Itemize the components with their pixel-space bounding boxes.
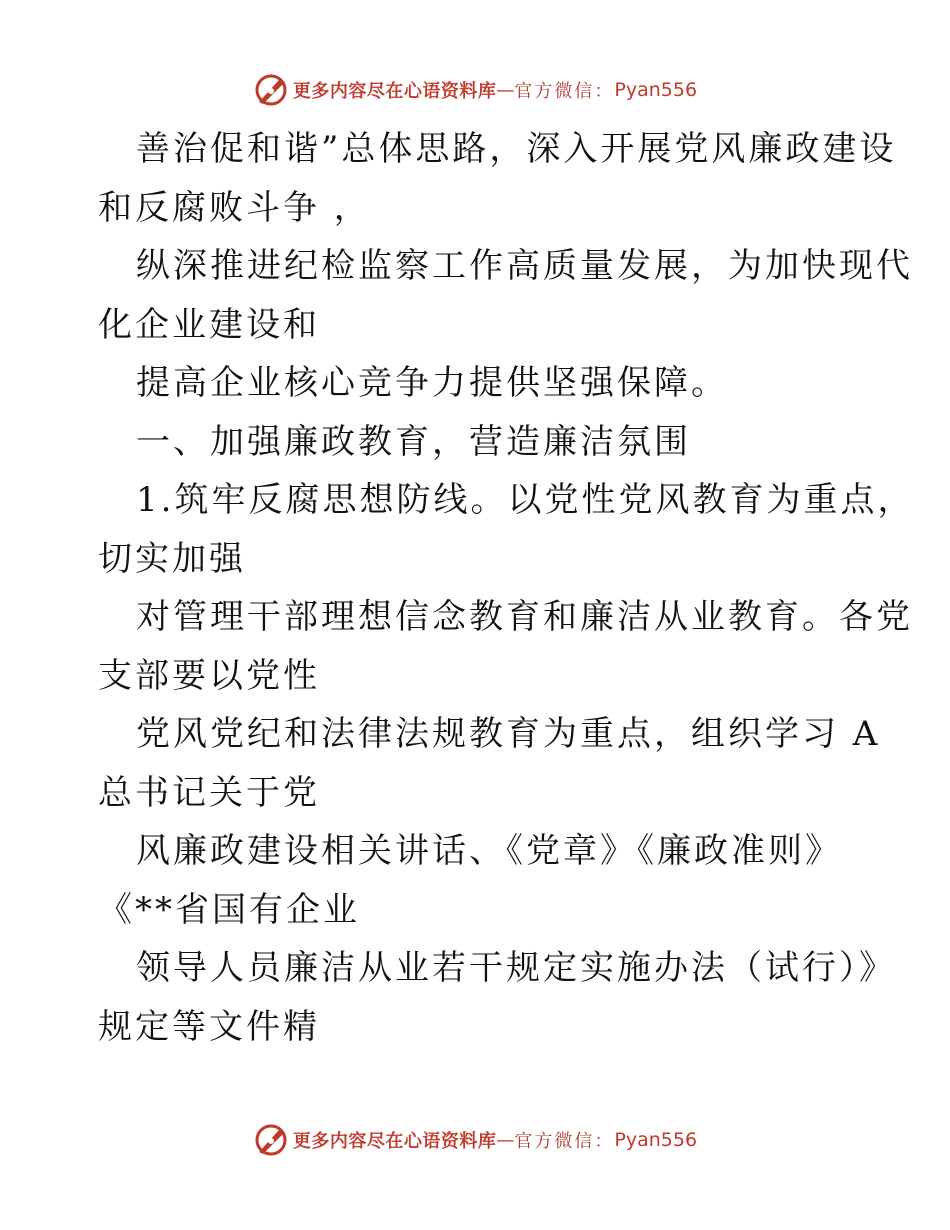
body-line: 《**省国有企业 xyxy=(98,889,360,930)
footer-banner xyxy=(0,1120,950,1160)
body-line: 和反腐败斗争 ， xyxy=(98,187,371,228)
body-line: 领导人员廉洁从业若干规定实施办法（试行）》 xyxy=(136,948,896,988)
body-line: 1.筑牢反腐思想防线。以党性党风教育为重点， xyxy=(136,480,915,520)
body-line: 支部要以党性 xyxy=(98,655,320,696)
footer-wechat-label: 官方微信： xyxy=(514,1131,615,1152)
section-heading: 一、加强廉政教育，营造廉洁氛围 xyxy=(136,421,691,462)
body-line: 规定等文件精 xyxy=(98,1006,320,1047)
header-banner xyxy=(0,70,950,110)
body-line: 纵深推进纪检监察工作高质量发展，为加快现代 xyxy=(136,246,913,286)
body-line: 提高企业核心竞争力提供坚强保障。 xyxy=(136,363,728,403)
document-body xyxy=(98,120,915,1056)
footer-banner-separator: — xyxy=(496,1129,515,1151)
body-line: 化企业建设和 xyxy=(98,304,320,345)
body-line: 总书记关于党 xyxy=(98,772,320,813)
body-line: 对管理干部理想信念教育和廉洁从业教育。各党 xyxy=(136,597,913,637)
pen-circle-logo-icon xyxy=(253,1122,289,1158)
body-line: 党风党纪和法律法规教育为重点，组织学习 A xyxy=(136,714,881,754)
body-line: 善治促和谐”总体思路，深入开展党风廉政建设 xyxy=(136,129,897,169)
header-banner-separator: — xyxy=(496,79,515,101)
footer-wechat-id: Pyan556 xyxy=(614,1129,698,1151)
pen-circle-logo-icon xyxy=(253,72,289,108)
header-banner-text: 更多内容尽在心语资料库 xyxy=(292,81,497,102)
body-line: 风廉政建设相关讲话、《党章》《廉政准则》 xyxy=(136,831,842,871)
footer-banner-text: 更多内容尽在心语资料库 xyxy=(292,1131,497,1152)
header-wechat-id: Pyan556 xyxy=(614,79,698,101)
header-wechat-label: 官方微信： xyxy=(514,81,615,102)
body-line: 切实加强 xyxy=(98,538,246,579)
